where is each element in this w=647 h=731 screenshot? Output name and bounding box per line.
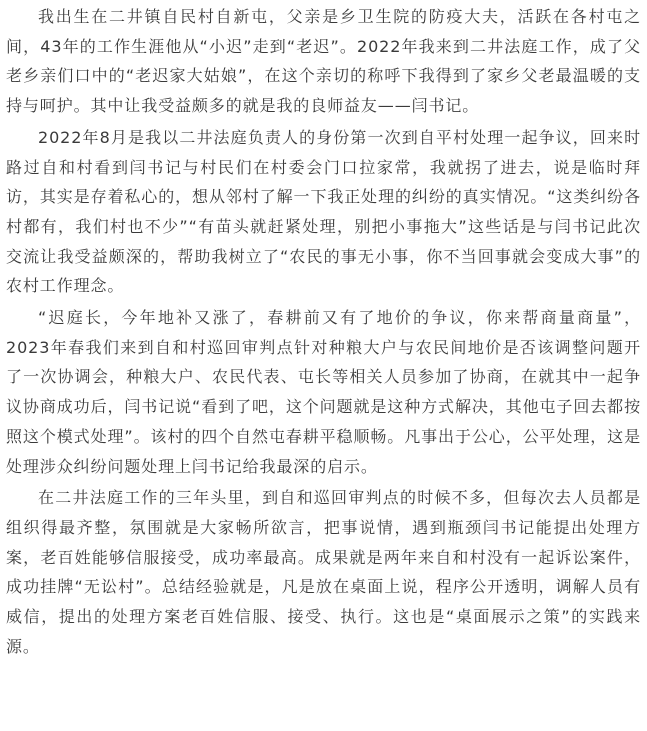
paragraph-first-visit: 2022年8月是我以二井法庭负责人的身份第一次到自平村处理一起争议，回来时路过自和村看到闫书记与村民们在村委会门口拉家常，我就拐了进去，说是临时拜访，其实是存着私心的，想从邻村了解一下我正处理的纠纷的真实情况。“这类纠纷各村都有，我们村也不少”“有苗头就赶紧处理，别把小事拖大”这些话是与闫书记此次交流让我受益颇深的，帮助我树立了“农民的事无小事，你不当回事就会变成大事”的农村工作理念。 — [6, 127, 641, 296]
article-body — [0, 2, 647, 661]
paragraph-family-background: 我出生在二井镇自民村自新屯，父亲是乡卫生院的防疫大夫，活跃在各村屯之间，43年的工作生涯他从“小迟”走到“老迟”。2022年我来到二井法庭工作，成了父老乡亲们口中的“老迟家大姑娘”，在这个亲切的称呼下我得到了家乡父老最温暖的支持与呵护。其中让我受益颇多的就是我的良师益友——闫书记。 — [6, 7, 641, 116]
paragraph-coordination-meeting: “迟庭长，今年地补又涨了，春耕前又有了地价的争议，你来帮商量商量”，2023年春我们来到自和村巡回审判点针对种粮大户与农民间地价是否该调整问题开了一次协调会，种粮大户、农民代表、屯长等相关人员参加了协商，在就其中一起争议协商成功后，闫书记说“看到了吧，这个问题就是这种方式解决，其他屯子回去都按照这个模式处理”。该村的四个自然屯春耕平稳顺畅。凡事出于公心，公平处理，这是处理涉众纠纷问题处理上闫书记给我最深的启示。 — [6, 308, 641, 476]
paragraph-no-litigation-village: 在二井法庭工作的三年头里，到自和巡回审判点的时候不多，但每次去人员都是组织得最齐整，氛围就是大家畅所欲言，把事说情，遇到瓶颈闫书记能提出处理方案，老百姓能够信服接受，成功率最高。成果就是两年来自和村没有一起诉讼案件，成功挂牌“无讼村”。总结经验就是，凡是放在桌面上说，程序公开透明，调解人员有威信，提出的处理方案老百姓信服、接受、执行。这也是“桌面展示之策”的实践来源。 — [6, 488, 641, 656]
